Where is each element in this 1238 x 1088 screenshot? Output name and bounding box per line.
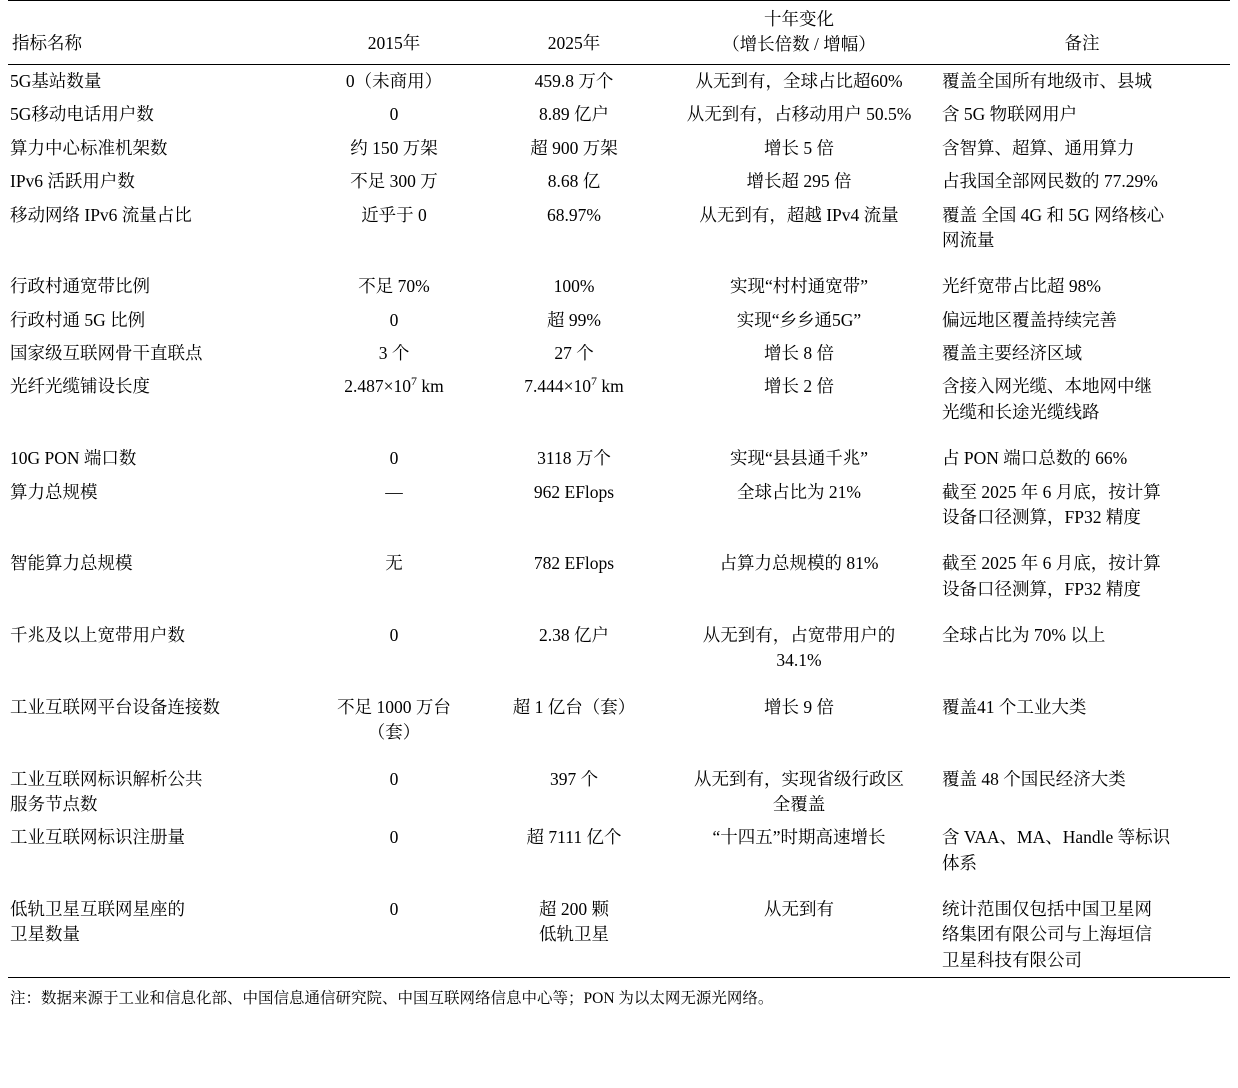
cell-value-2025 <box>484 442 664 475</box>
cell-change <box>664 270 934 303</box>
cell-line: 从无到有，超越 IPv4 流量 <box>699 204 899 225</box>
cell-remark <box>934 763 1230 822</box>
cell-remark <box>934 304 1230 337</box>
cell-line: 光纤宽带占比超 98% <box>942 276 1101 297</box>
cell-line: 统计范围仅包括中国卫星网 <box>942 899 1152 919</box>
cell-indicator <box>8 337 304 370</box>
cell-value-2025 <box>484 199 664 258</box>
cell-line: 含智算、超算、通用算力 <box>942 137 1135 158</box>
cell-line: 实现“县县通千兆” <box>729 448 869 469</box>
cell-line: 光缆和长途光缆线路 <box>942 401 1100 422</box>
cell-value-2025 <box>484 304 664 337</box>
cell-change <box>664 476 934 535</box>
header-indicator: 指标名称 <box>8 1 304 65</box>
cell-line: $7.444\times 10^7$ km <box>524 374 624 397</box>
cell-line: 全覆盖 <box>772 793 826 814</box>
cell-line: 实现“乡乡通5G” <box>736 309 862 330</box>
table-row <box>8 65 1230 99</box>
cell-line: 卫星科技有限公司 <box>942 949 1082 970</box>
cell-line: 覆盖主要经济区域 <box>942 343 1082 363</box>
cell-value-2015 <box>304 476 484 535</box>
cell-line: 超 200 颗 <box>539 899 609 919</box>
cell-line: 无 <box>385 553 403 574</box>
cell-change <box>664 370 934 429</box>
cell-line: 占 PON 端口总数的 66% <box>942 448 1128 469</box>
cell-remark <box>934 337 1230 370</box>
cell-line: 占我国全部网民数的 77.29% <box>942 171 1158 192</box>
cell-line: 算力总规模 <box>10 481 98 502</box>
cell-indicator <box>8 370 304 429</box>
cell-value-2015 <box>304 370 484 429</box>
cell-remark <box>934 199 1230 258</box>
cell-line: 0 <box>389 899 399 919</box>
cell-remark <box>934 476 1230 535</box>
cell-value-2025 <box>484 547 664 606</box>
cell-line: 含接入网光缆、本地网中继 <box>942 376 1152 397</box>
cell-line: 从无到有，实现省级行政区 <box>694 768 904 789</box>
cell-indicator <box>8 691 304 750</box>
cell-line: 增长 9 倍 <box>764 696 834 717</box>
cell-value-2015 <box>304 132 484 165</box>
cell-line: 从无到有 <box>764 899 834 919</box>
row-spacer-cell <box>8 750 1230 763</box>
cell-line: 设备口径测算，FP32 精度 <box>942 578 1141 599</box>
cell-line: 超 7111 亿个 <box>526 827 622 848</box>
table-footnote: 注：数据来源于工业和信息化部、中国信息通信研究院、中国互联网络信息中心等；PON 为以太网无源光网络。 <box>10 990 774 1008</box>
cell-value-2015 <box>304 821 484 880</box>
cell-value-2025 <box>484 270 664 303</box>
cell-indicator <box>8 821 304 880</box>
cell-value-2025 <box>484 337 664 370</box>
cell-remark <box>934 691 1230 750</box>
cell-value-2015 <box>304 165 484 198</box>
cell-indicator <box>8 199 304 258</box>
cell-remark <box>934 65 1230 99</box>
cell-remark <box>934 821 1230 880</box>
cell-value-2015 <box>304 691 484 750</box>
cell-line: 8.68 亿 <box>547 171 601 192</box>
cell-line: 工业互联网标识解析公共 <box>10 768 203 789</box>
cell-line: 27 个 <box>554 343 594 363</box>
cell-line: 3 个 <box>378 343 410 363</box>
cell-line: 100% <box>553 276 595 297</box>
cell-value-2015 <box>304 619 484 678</box>
cell-indicator <box>8 165 304 198</box>
row-spacer <box>8 257 1230 270</box>
row-spacer-cell <box>8 606 1230 619</box>
cell-value-2015 <box>304 893 484 978</box>
cell-line: 从无到有，全球占比超60% <box>695 71 903 91</box>
cell-change <box>664 893 934 978</box>
cell-indicator <box>8 132 304 165</box>
cell-line: 5G基站数量 <box>10 71 102 91</box>
cell-value-2025 <box>484 165 664 198</box>
table-row <box>8 165 1230 198</box>
table-row <box>8 691 1230 750</box>
cell-value-2025 <box>484 821 664 880</box>
cell-line: 962 EFlops <box>533 481 615 502</box>
cell-line: 0（未商用） <box>345 71 443 91</box>
table-row <box>8 337 1230 370</box>
table-row <box>8 270 1230 303</box>
table-row <box>8 821 1230 880</box>
cell-line: 从无到有，占宽带用户的 <box>702 625 896 645</box>
cell-value-2025 <box>484 619 664 678</box>
cell-line: 0 <box>389 309 399 330</box>
row-spacer <box>8 534 1230 547</box>
table-row <box>8 132 1230 165</box>
cell-line: 5G移动电话用户数 <box>10 104 154 125</box>
cell-value-2015 <box>304 199 484 258</box>
cell-line: 超 900 万架 <box>530 137 618 158</box>
cell-value-2025 <box>484 65 664 99</box>
cell-remark <box>934 98 1230 131</box>
cell-change <box>664 199 934 258</box>
cell-line: 截至 2025 年 6 月底，按计算 <box>942 553 1161 574</box>
cell-line: IPv6 活跃用户数 <box>10 171 135 192</box>
cell-line: 智能算力总规模 <box>10 553 133 574</box>
cell-change <box>664 98 934 131</box>
table-row <box>8 893 1230 978</box>
row-spacer <box>8 750 1230 763</box>
row-spacer-cell <box>8 880 1230 893</box>
cell-remark <box>934 547 1230 606</box>
cell-line: （套） <box>367 722 421 743</box>
cell-indicator <box>8 98 304 131</box>
header-change <box>664 1 934 65</box>
cell-remark <box>934 893 1230 978</box>
cell-value-2015 <box>304 270 484 303</box>
table-header <box>8 1 1230 65</box>
cell-value-2025 <box>484 370 664 429</box>
cell-line: 覆盖41 个工业大类 <box>942 696 1087 717</box>
cell-line: 8.89 亿户 <box>539 104 609 125</box>
cell-line: 增长 8 倍 <box>764 343 834 363</box>
cell-line: 覆盖 48 个国民经济大类 <box>942 768 1126 789</box>
row-spacer <box>8 429 1230 442</box>
header-year-2015: 2015年 <box>304 1 484 65</box>
cell-line: 行政村通 5G 比例 <box>10 309 146 330</box>
cell-value-2015 <box>304 442 484 475</box>
cell-line: 不足 1000 万台 <box>337 696 451 717</box>
cell-line: 0 <box>389 104 399 125</box>
cell-value-2025 <box>484 893 664 978</box>
cell-line: 超 1 亿台（套） <box>512 696 636 717</box>
cell-change <box>664 132 934 165</box>
cell-value-2015 <box>304 65 484 99</box>
cell-line: 工业互联网平台设备连接数 <box>10 696 220 717</box>
cell-line: “十四五”时期高速增长 <box>712 827 886 848</box>
table-body <box>8 65 1230 978</box>
cell-line: 增长超 295 倍 <box>746 171 852 192</box>
row-spacer-cell <box>8 678 1230 691</box>
cell-line: 占算力总规模的 81% <box>719 553 879 574</box>
header-change-line2: （增长倍数 / 增幅） <box>722 33 876 54</box>
row-spacer <box>8 880 1230 893</box>
row-spacer <box>8 606 1230 619</box>
table-row <box>8 547 1230 606</box>
cell-indicator <box>8 476 304 535</box>
cell-line: 含 5G 物联网用户 <box>942 104 1078 125</box>
cell-indicator <box>8 619 304 678</box>
cell-change <box>664 442 934 475</box>
cell-line: 782 EFlops <box>533 553 615 574</box>
cell-line: 全球占比为 70% 以上 <box>942 625 1106 645</box>
cell-line: 算力中心标准机架数 <box>10 137 168 158</box>
header-change-line1: 十年变化 <box>764 9 834 29</box>
table-row <box>8 763 1230 822</box>
cell-line: 0 <box>389 827 399 848</box>
statistics-table <box>8 0 1230 978</box>
row-spacer-cell <box>8 429 1230 442</box>
cell-line: 覆盖 全国 4G 和 5G 网络核心 <box>942 204 1165 225</box>
cell-line: 低轨卫星互联网星座的 <box>10 899 185 919</box>
table-row <box>8 619 1230 678</box>
cell-line: 从无到有，占移动用户 50.5% <box>686 104 912 125</box>
cell-line: 全球占比为 21% <box>737 481 861 502</box>
cell-line: 0 <box>389 768 399 789</box>
cell-value-2025 <box>484 98 664 131</box>
cell-indicator <box>8 547 304 606</box>
cell-line: 实现“村村通宽带” <box>729 276 869 297</box>
cell-line: — <box>385 481 403 502</box>
cell-change <box>664 337 934 370</box>
cell-value-2015 <box>304 337 484 370</box>
cell-line: 不足 300 万 <box>350 171 438 192</box>
cell-line: 行政村通宽带比例 <box>10 276 150 297</box>
cell-line: 约 150 万架 <box>350 137 438 158</box>
cell-line: 3118 万个 <box>537 448 611 469</box>
cell-change <box>664 304 934 337</box>
cell-remark <box>934 619 1230 678</box>
cell-line: 不足 70% <box>358 276 430 297</box>
cell-value-2025 <box>484 691 664 750</box>
cell-change <box>664 691 934 750</box>
cell-remark <box>934 370 1230 429</box>
table-row <box>8 476 1230 535</box>
cell-line: 低轨卫星 <box>539 924 609 945</box>
cell-line: 超 99% <box>547 309 601 330</box>
header-year-2025: 2025年 <box>484 1 664 65</box>
cell-line: 千兆及以上宽带用户数 <box>10 625 185 645</box>
cell-line: $2.487\times 10^7$ km <box>344 374 444 397</box>
cell-value-2015 <box>304 763 484 822</box>
cell-line: 增长 2 倍 <box>764 376 834 397</box>
cell-indicator <box>8 442 304 475</box>
row-spacer-cell <box>8 257 1230 270</box>
cell-change <box>664 165 934 198</box>
cell-change <box>664 821 934 880</box>
cell-line: 增长 5 倍 <box>764 137 834 158</box>
cell-line: 0 <box>389 448 399 469</box>
cell-line: 2.38 亿户 <box>539 625 609 645</box>
cell-value-2015 <box>304 98 484 131</box>
cell-line: 工业互联网标识注册量 <box>10 827 185 848</box>
cell-indicator <box>8 893 304 978</box>
cell-line: 0 <box>389 625 399 645</box>
cell-line: 覆盖全国所有地级市、县城 <box>942 71 1152 91</box>
cell-change <box>664 547 934 606</box>
cell-line: 34.1% <box>776 650 822 671</box>
cell-indicator <box>8 270 304 303</box>
cell-value-2025 <box>484 476 664 535</box>
table-row <box>8 199 1230 258</box>
cell-indicator <box>8 304 304 337</box>
cell-line: 偏远地区覆盖持续完善 <box>942 309 1117 330</box>
row-spacer <box>8 678 1230 691</box>
cell-remark <box>934 442 1230 475</box>
cell-line: 络集团有限公司与上海垣信 <box>942 924 1152 945</box>
cell-indicator <box>8 65 304 99</box>
cell-line: 近乎于 0 <box>361 204 427 225</box>
cell-line: 卫星数量 <box>10 924 80 945</box>
cell-change <box>664 619 934 678</box>
cell-remark <box>934 165 1230 198</box>
table-header-row <box>8 1 1230 65</box>
cell-line: 网流量 <box>942 229 995 250</box>
cell-change <box>664 65 934 99</box>
cell-value-2015 <box>304 547 484 606</box>
cell-line: 光纤光缆铺设长度 <box>10 376 150 397</box>
cell-line: 10G PON 端口数 <box>10 448 137 469</box>
cell-line: 397 个 <box>549 768 599 789</box>
cell-remark <box>934 132 1230 165</box>
cell-value-2025 <box>484 763 664 822</box>
cell-value-2025 <box>484 132 664 165</box>
table-row <box>8 370 1230 429</box>
table-row <box>8 98 1230 131</box>
cell-indicator <box>8 763 304 822</box>
header-remark: 备注 <box>934 1 1230 65</box>
table-row <box>8 442 1230 475</box>
cell-line: 含 VAA、MA、Handle 等标识 <box>942 827 1171 848</box>
cell-line: 设备口径测算，FP32 精度 <box>942 506 1141 527</box>
cell-line: 体系 <box>942 852 977 873</box>
row-spacer-cell <box>8 534 1230 547</box>
cell-line: 68.97% <box>547 204 601 225</box>
cell-line: 截至 2025 年 6 月底，按计算 <box>942 481 1161 502</box>
cell-line: 459.8 万个 <box>534 71 614 91</box>
cell-change <box>664 763 934 822</box>
table-row <box>8 304 1230 337</box>
cell-line: 移动网络 IPv6 流量占比 <box>10 204 192 225</box>
cell-line: 国家级互联网骨干直联点 <box>10 343 203 363</box>
cell-line: 服务节点数 <box>10 793 98 814</box>
cell-value-2015 <box>304 304 484 337</box>
cell-remark <box>934 270 1230 303</box>
